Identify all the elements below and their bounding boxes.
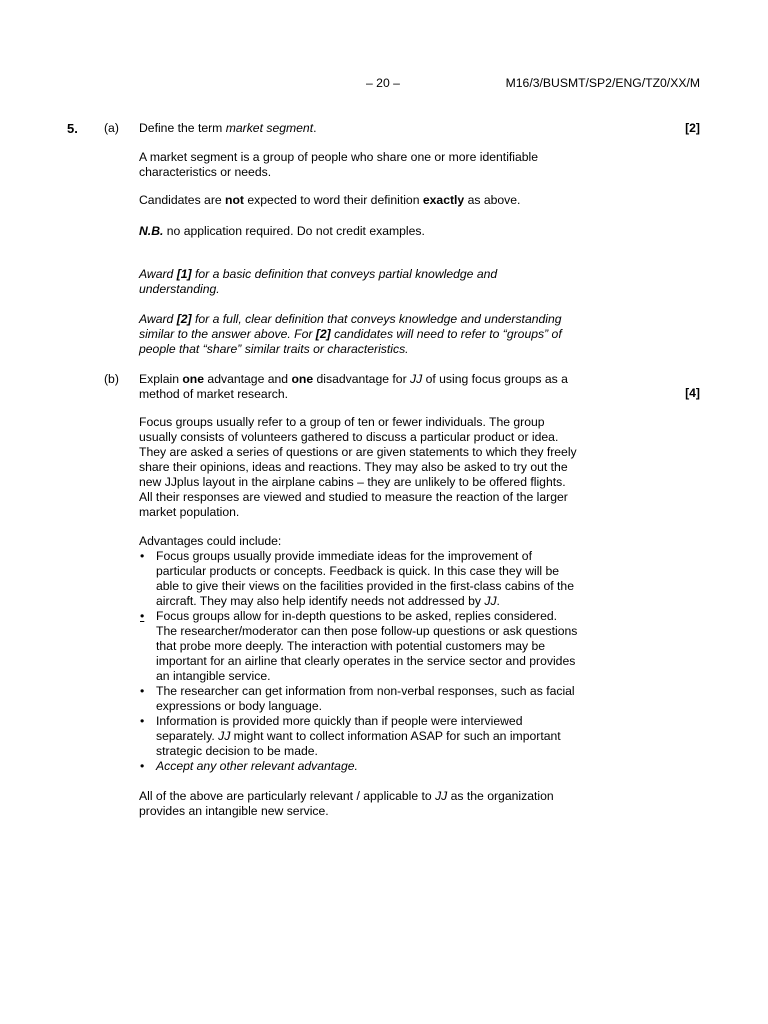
part-a-label: (a) [104, 121, 119, 135]
part-a-model-answer: A market segment is a group of people who share one or more identifiable characteristics or needs. [139, 150, 539, 179]
list-item: • Accept any other relevant advantage. [140, 759, 358, 773]
closing-paragraph: All of the above are particularly relevant / applicable to JJ as the organization provides an intangible new service. [139, 789, 554, 818]
page-number: – 20 – [366, 76, 400, 90]
part-a-prompt: Define the term market segment. [139, 121, 317, 135]
part-a-award-1: Award [1] for a basic definition that conveys partial knowledge and understanding. [139, 267, 498, 296]
part-a-nb-note: N.B. no application required. Do not credit examples. [139, 224, 425, 238]
bullet-icon: • [140, 609, 145, 623]
part-b-marks: [4] [685, 386, 700, 400]
part-a-award-2: Award [2] for a full, clear definition that conveys knowledge and understanding similar to the answer above. For [2] candidates will need to refer to “groups” of people that “share” similar traits or characteristics. [139, 312, 562, 356]
question-number: 5. [67, 121, 78, 136]
list-item: • Focus groups allow for in-depth questions to be asked, replies considered. The researcher/moderator can then pose follow-up questions or ask questions that probe more deeply. The interaction with potential customers may be important for an airline that clearly operates in the service sector and provides an intangible service. [140, 609, 578, 683]
part-b-prompt: Explain one advantage and one disadvantage for JJ of using focus groups as a method of market research. [139, 372, 568, 401]
focus-group-explanation: Focus groups usually refer to a group of ten or fewer individuals. The group usually consists of volunteers gathered to discuss a particular product or idea. They are asked a series of questions or are given statements to which they freely share their opinions, ideas and reactions. They may also be asked to try out the new JJplus layout in the airplane cabins – they are unlikely to be offered flights. All their responses are viewed and studied to measure the reaction of the larger market population. [139, 415, 577, 519]
bullet-icon: • [140, 549, 145, 563]
advantages-heading: Advantages could include: [139, 534, 282, 548]
part-a-candidate-note: Candidates are not expected to word their definition exactly as above. [139, 193, 521, 207]
list-item: • Focus groups usually provide immediate ideas for the improvement of particular products or concepts. Feedback is quick. In this case they will be able to give their views on the facilities provided in the first-class cabins of the aircraft. They may also help identify needs not addressed by JJ. [140, 549, 574, 608]
bullet-icon: • [140, 759, 145, 773]
bullet-icon: • [140, 684, 145, 698]
list-item: • Information is provided more quickly than if people were interviewed separately. JJ might want to collect information ASAP for such an important strategic decision to be made. [140, 714, 561, 758]
part-b-label: (b) [104, 372, 119, 386]
bullet-icon: • [140, 714, 145, 728]
advantages-list [139, 549, 629, 774]
list-item: • The researcher can get information from non-verbal responses, such as facial expressions or body language. [140, 684, 575, 713]
document-code: M16/3/BUSMT/SP2/ENG/TZ0/XX/M [505, 76, 700, 90]
part-a-marks: [2] [685, 121, 700, 135]
